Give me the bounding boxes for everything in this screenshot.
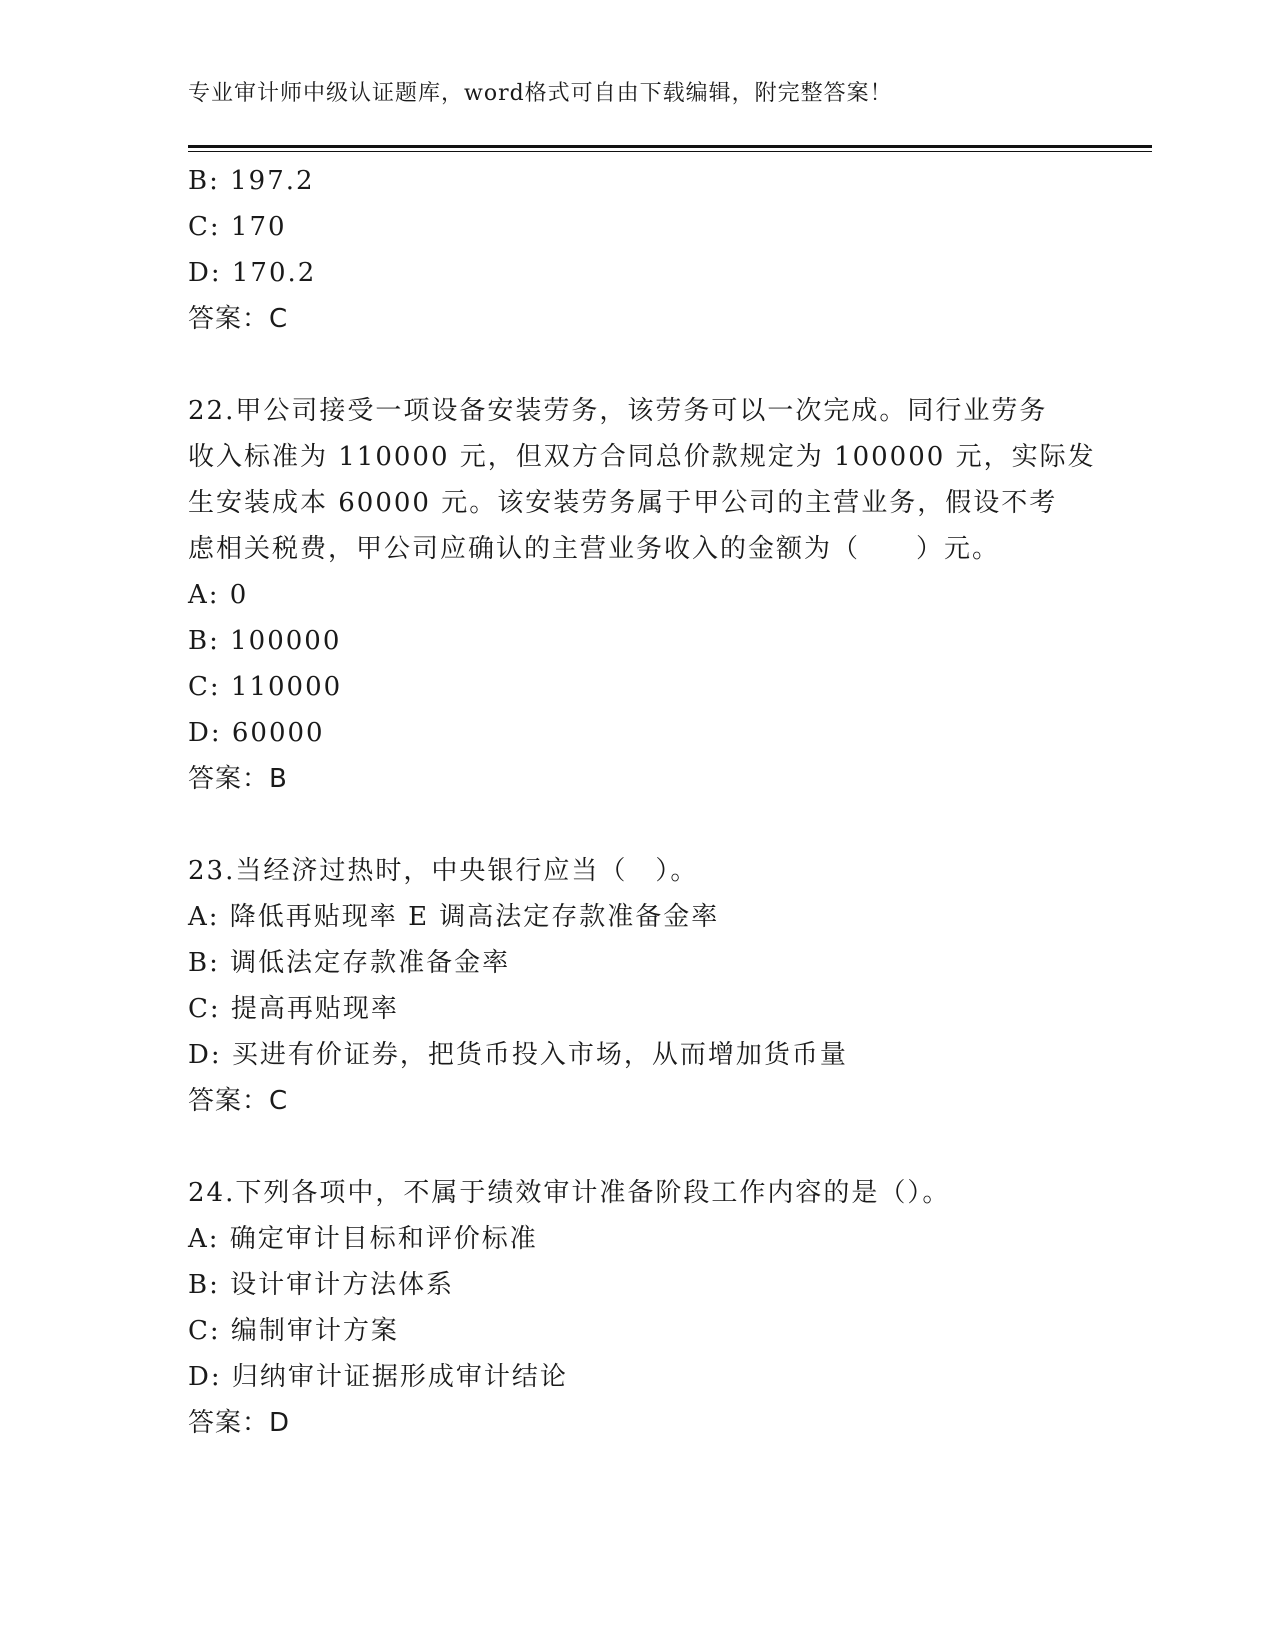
option-d: D: 归纳审计证据形成审计结论 (188, 1362, 568, 1392)
question-22 (188, 388, 1096, 802)
option-b: B: 197.2 (188, 166, 315, 196)
option-b: B: 设计审计方法体系 (188, 1270, 455, 1300)
header-divider-thin (188, 151, 1152, 152)
question-23 (188, 848, 1088, 1124)
option-c: C: 编制审计方案 (188, 1316, 399, 1346)
spacer (188, 1124, 1088, 1170)
page-header: 专业审计师中级认证题库，word格式可自由下载编辑，附完整答案！ (188, 81, 893, 106)
question-stem-line: 24.下列各项中，不属于绩效审计准备阶段工作内容的是（）。 (188, 1178, 951, 1208)
question-content (188, 158, 1096, 1446)
question-stem-line: 收入标准为 110000 元，但双方合同总价款规定为 100000 元，实际发 (188, 442, 1096, 472)
option-d: D: 170.2 (188, 258, 317, 288)
option-a: A: 确定审计目标和评价标准 (188, 1224, 538, 1254)
option-c: C: 110000 (188, 672, 343, 702)
option-a: A: 降低再贴现率 E 调高法定存款准备金率 (188, 902, 720, 932)
answer-label: 答案：B (188, 764, 288, 794)
question-stem-line: 生安装成本 60000 元。该安装劳务属于甲公司的主营业务，假设不考 (188, 488, 1058, 518)
header-divider-thick (188, 145, 1152, 148)
option-b: B: 调低法定存款准备金率 (188, 948, 511, 978)
question-stem-line: 虑相关税费，甲公司应确认的主营业务收入的金额为（ ）元。 (188, 534, 1001, 564)
answer-label: 答案：C (188, 304, 289, 334)
question-24 (188, 1170, 1088, 1446)
option-b: B: 100000 (188, 626, 342, 656)
spacer (188, 802, 1088, 848)
question-stem-line: 22.甲公司接受一项设备安装劳务，该劳务可以一次完成。同行业劳务 (188, 396, 1048, 426)
spacer (188, 342, 1088, 388)
option-d: D: 买进有价证券，把货币投入市场，从而增加货币量 (188, 1040, 848, 1070)
answer-label: 答案：C (188, 1086, 289, 1116)
answer-label: 答案：D (188, 1408, 291, 1438)
option-c: C: 提高再贴现率 (188, 994, 399, 1024)
option-a: A: 0 (188, 580, 249, 610)
option-d: D: 60000 (188, 718, 325, 748)
question-stem-line: 23.当经济过热时，中央银行应当（ ）。 (188, 856, 699, 886)
option-c: C: 170 (188, 212, 287, 242)
question-21-tail (188, 158, 1088, 342)
